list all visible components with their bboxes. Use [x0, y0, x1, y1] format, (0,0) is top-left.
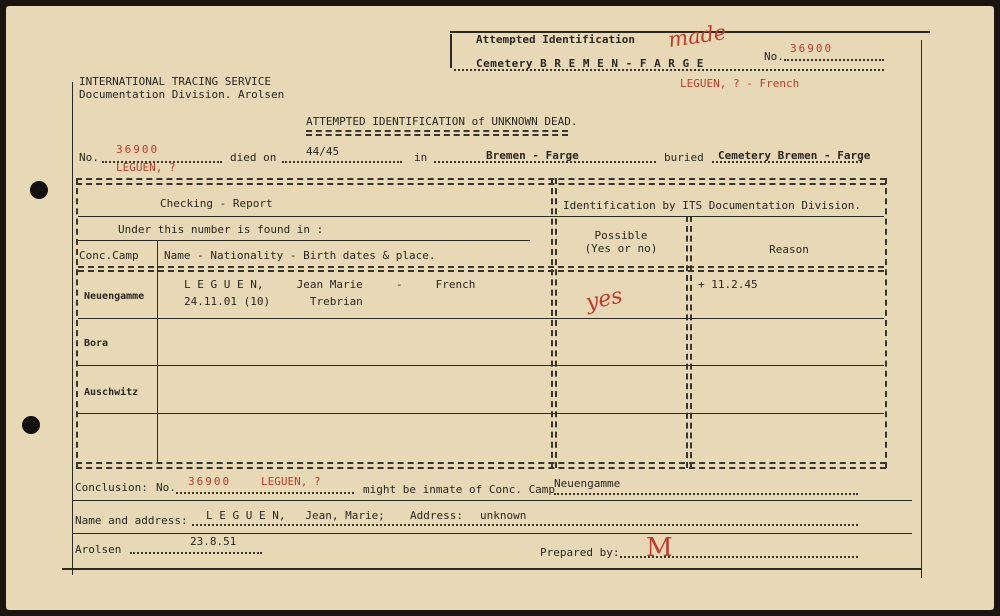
- info-name-red: LEGUEN, ?: [116, 161, 176, 174]
- conclusion-no-value: 36900: [188, 475, 232, 488]
- address-value: unknown: [480, 509, 527, 522]
- table-left: [76, 178, 78, 468]
- conclusion-no-dots: [176, 492, 354, 494]
- col-reason-header: Reason: [769, 243, 809, 256]
- header-name-red: LEGUEN, ? - French: [680, 77, 800, 90]
- punch-hole-bottom: [22, 416, 40, 434]
- index-card: [6, 6, 994, 610]
- table-mid-divider: [551, 178, 553, 468]
- conclusion-inmate-text: might be inmate of Conc. Camp: [363, 483, 556, 496]
- table-camp-divider: [157, 240, 158, 462]
- colheader-bottom: [78, 266, 884, 268]
- prepared-by-signature: M: [646, 533, 673, 563]
- name-address-value: L E G U E N, Jean, Marie;: [206, 509, 385, 522]
- doc-title-underline-2: [306, 134, 568, 136]
- table-bottom-2: [76, 467, 886, 469]
- conclusion-no-label: No.: [156, 481, 176, 494]
- row1-name-line2: 24.11.01 (10) Trebrian: [184, 295, 363, 308]
- info-no-label: No.: [79, 151, 99, 164]
- table-reason-divider-2: [690, 216, 692, 468]
- row1-camp: Neuengamme: [84, 291, 145, 302]
- info-buried-label: buried: [664, 151, 704, 164]
- colheader-bottom-2: [78, 270, 884, 272]
- row3-bottom: [78, 413, 884, 414]
- row2-camp: Bora: [84, 338, 109, 349]
- under-number-text: Under this number is found in :: [118, 223, 324, 236]
- table-mid-divider-2: [555, 178, 557, 468]
- ident-header: Identification by ITS Documentation Division.: [563, 199, 862, 212]
- row1-bottom: [78, 318, 884, 319]
- col-possible-header-1: Possible: [594, 229, 648, 242]
- doc-title-underline: [306, 130, 568, 132]
- date-value: 23.8.51: [190, 535, 237, 548]
- bottom-rule: [62, 568, 922, 570]
- name-address-bottom-line: [72, 533, 912, 534]
- table-bottom: [76, 462, 886, 464]
- conclusion-bottom-line: [72, 500, 912, 501]
- row1-reason: + 11.2.45: [698, 278, 758, 291]
- col-name-header: Name - Nationality - Birth dates & place.: [164, 249, 436, 262]
- row3-camp: Auschwitz: [84, 387, 139, 398]
- info-in-label: in: [414, 151, 428, 164]
- header-no-value: 36900: [790, 42, 834, 55]
- org-line-2: Documentation Division. Arolsen: [79, 88, 285, 101]
- doc-title: ATTEMPTED IDENTIFICATION of UNKNOWN DEAD.: [306, 115, 578, 128]
- table-reason-divider: [686, 216, 688, 468]
- info-died-value: 44/45: [306, 145, 340, 158]
- date-dots: [130, 552, 262, 554]
- subheader-sep: [78, 240, 530, 241]
- header-box-left: [450, 34, 452, 68]
- header-box-cemetery: Cemetery B R E M E N - F A R G E: [476, 57, 704, 70]
- name-address-label: Name and address:: [75, 514, 188, 527]
- frame-left: [72, 82, 73, 575]
- info-buried-value: Cemetery Bremen - Farge: [718, 149, 871, 162]
- header-box-title: Attempted Identification: [476, 33, 635, 46]
- table-top-2: [76, 183, 886, 185]
- row1-possible: yes: [583, 283, 625, 316]
- header-sep: [78, 216, 884, 217]
- conclusion-name-red: LEGUEN, ?: [261, 475, 321, 488]
- org-line-1: INTERNATIONAL TRACING SERVICE: [79, 75, 272, 88]
- name-address-dots: [192, 524, 858, 526]
- checking-header: Checking - Report: [160, 197, 273, 210]
- info-died-label: died on: [230, 151, 277, 164]
- row2-bottom: [78, 365, 884, 366]
- prepared-by-dots: [620, 556, 858, 558]
- handwritten-made: made: [666, 20, 728, 52]
- prepared-by-label: Prepared by:: [540, 546, 620, 559]
- header-no-label: No.: [764, 50, 784, 63]
- info-no-value: 36900: [116, 143, 160, 156]
- address-label: Address:: [410, 509, 463, 522]
- conclusion-camp-value: Neuengamme: [554, 477, 621, 490]
- punch-hole-top: [30, 181, 48, 199]
- info-in-dots: [434, 161, 656, 163]
- header-no-dots: [784, 59, 884, 61]
- place-label: Arolsen: [75, 543, 122, 556]
- row1-name-line1: L E G U E N, Jean Marie - French: [184, 278, 476, 291]
- col-camp-header: Conc.Camp: [79, 249, 139, 262]
- header-box-bottom-dots: [454, 69, 884, 71]
- frame-right: [921, 40, 922, 578]
- info-died-dots: [282, 161, 402, 163]
- info-in-value: Bremen - Farge: [486, 149, 579, 162]
- info-buried-dots: [712, 161, 862, 163]
- conclusion-label: Conclusion:: [75, 481, 148, 494]
- col-possible-header-2: (Yes or no): [584, 242, 658, 255]
- table-top: [76, 178, 886, 180]
- table-right: [885, 178, 887, 468]
- conclusion-camp-dots: [554, 493, 858, 495]
